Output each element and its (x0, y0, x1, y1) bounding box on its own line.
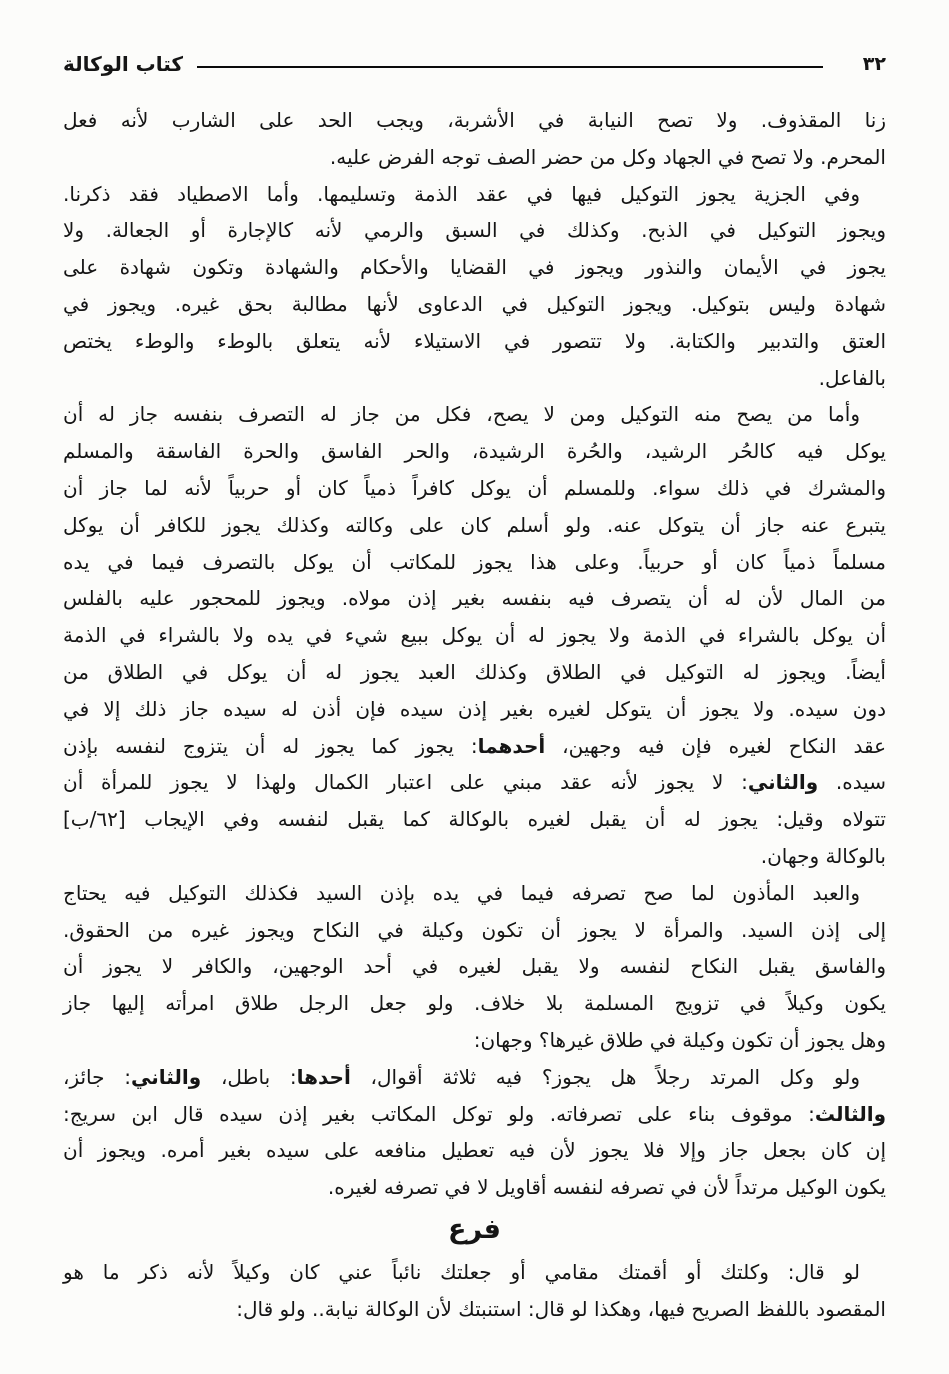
bold-term: والثاني (747, 770, 819, 795)
section-heading: فرع (448, 1213, 501, 1245)
text-segment: والمشرك في ذلك سواء. وللمسلم أن يوكل كافراً ذمياً كان أو حربياً لأنه لما جاز أن (63, 475, 886, 500)
text-segment: لو قال: وكلتك أو أقمتك مقامي أو جعلتك نائباً عني كان وكيلاً لأنه ذكر ما هو (63, 1259, 860, 1284)
text-line (63, 286, 886, 323)
text-line (63, 617, 886, 654)
page-body (63, 102, 886, 1328)
text-segment: : باطل، (201, 1064, 297, 1089)
text-segment: العتق والتدبير والكتابة. ولا تتصور في الاستيلاء لأنه يتعلق بالوطء والوطء يختص (63, 328, 886, 353)
text-line (63, 212, 886, 249)
bold-term: أحدهما (477, 733, 546, 758)
text-line (63, 801, 886, 838)
text-line (63, 580, 886, 617)
text-segment: وأما من يصح منه التوكيل ومن لا يصح، فكل من جاز له التصرف بنفسه جاز له أن (63, 402, 860, 427)
bold-term: أحدها (296, 1064, 351, 1089)
text-line (63, 139, 886, 176)
text-segment: : لا يجوز لأنه عقد مبني على اعتبار الكمال ولهذا لا يجوز للمرأة أن (63, 770, 748, 795)
text-segment: إن كان بجعل جاز وإلا فلا يجوز لأن فيه تعطيل منافعه على سيده بغير أمره. ويجوز أن (63, 1138, 886, 1163)
text-segment: يكون الوكيل مرتداً لأن في تصرفه لنفسه أقاويل لا في تصرفه لغيره. (327, 1175, 886, 1200)
text-segment: دون سيده. ولا يجوز أن يتوكل لغيره بغير إذن سيده فإن أذن له سيده جاز ذلك إلا في (63, 696, 886, 721)
text-line (63, 1132, 886, 1169)
text-line (63, 176, 886, 213)
bold-term: والثالث (814, 1101, 886, 1126)
text-segment: يتبرع عنه جاز أن يتوكل عنه. ولو أسلم كان على وكالته وكذلك يجوز للكافر أن يوكل (63, 512, 886, 537)
text-line (63, 764, 886, 801)
paragraph (63, 1059, 886, 1206)
text-line (63, 360, 886, 397)
text-segment: من المال لأن له أن يتصرف فيه بنفسه بغير إذن مولاه. ويجوز للمحجور عليه بالفلس (63, 586, 886, 611)
text-segment: : جائز، (63, 1064, 131, 1089)
text-segment: المحرم. ولا تصح في الجهاد وكل من حضر الصف توجه الفرض عليه. (329, 144, 886, 169)
text-line (63, 396, 886, 433)
text-line (63, 102, 886, 139)
text-line (63, 1291, 886, 1328)
text-segment: أيضاً. ويجوز له التوكيل في الطلاق وكذلك العبد يجوز له أن يوكل في الطلاق من (63, 659, 886, 684)
paragraph (63, 875, 886, 1059)
text-line (63, 433, 886, 470)
text-line (63, 948, 886, 985)
text-segment: : موقوف بناء على تصرفاته. ولو توكل المكاتب بغير إذن سيده قال ابن سريج: (63, 1101, 815, 1126)
text-segment: أن يوكل بالشراء في الذمة ولا يجوز له أن يوكل ببيع شيء في يده ولا بالشراء في الذمة (63, 623, 886, 648)
text-segment: يكون وكيلاً في تزويج المسلمة بلا خلاف. ولو جعل الرجل طلاق امرأته إليها جاز (63, 991, 886, 1016)
text-segment: وهل يجوز أن تكون وكيلة في طلاق غيرها؟ وجهان: (473, 1027, 886, 1052)
bold-term: والثاني (131, 1064, 202, 1089)
page-number: ٣٢ (862, 53, 886, 75)
text-segment: : يجوز كما يجوز له أن يتزوج لنفسه بإذن (63, 733, 478, 758)
text-segment: المقصود باللفظ الصريح فيها، وهكذا لو قال: استنبتك لأن الوكالة نيابة.. ولو قال: (236, 1296, 886, 1321)
paragraph (63, 176, 886, 397)
text-segment: بالوكالة وجهان. (760, 843, 886, 868)
paragraph (63, 396, 886, 874)
text-line (63, 544, 886, 581)
text-line (63, 1169, 886, 1206)
text-segment: إلى إذن السيد. والمرأة لا يجوز أن تكون وكيلة في النكاح ويجوز غيره من الحقوق. (63, 917, 886, 942)
text-segment: زنا المقذوف. ولا تصح النيابة في الأشربة، ويجب الحد على الشارب لأنه فعل (63, 108, 886, 132)
text-segment: ولو وكل المرتد رجلاً هل يجوز؟ فيه ثلاثة أقوال، (350, 1064, 860, 1089)
text-segment: تتولاه وقيل: يجوز له أن يقبل لغيره بالوكالة كما يقبل لنفسه وفي الإيجاب [٦٢/ب] (63, 807, 886, 832)
paragraph (63, 102, 886, 176)
text-segment: وفي الجزية يجوز التوكيل فيها في عقد الذمة وتسليمها. وأما الاصطياد فقد ذكرنا. (63, 181, 860, 206)
paragraph (63, 1254, 886, 1328)
text-segment: ويجوز التوكيل في الذبح. وكذلك في السبق والرمي لأنه كالإجارة أو الجعالة. ولا (63, 218, 886, 243)
text-segment: شهادة وليس بتوكيل. ويجوز التوكيل في الدعاوى لأنها مطالبة بحق غيره. ويجوز في (63, 291, 886, 316)
text-line (63, 691, 886, 728)
text-segment: والفاسق يقبل النكاح لنفسه ولا يقبل لغيره في أحد الوجهين، والكافر لا يجوز أن (63, 954, 886, 979)
text-line (63, 728, 886, 765)
text-segment: يوكل فيه كالحُر الرشيد، والحُرة الرشيدة، والحر الفاسق والحرة الفاسقة والمسلم (63, 439, 886, 464)
text-line (63, 838, 886, 875)
text-line (63, 1059, 886, 1096)
text-line (63, 323, 886, 360)
text-segment: عقد النكاح لغيره فإن فيه وجهين، (545, 733, 886, 758)
text-line (63, 507, 886, 544)
text-line (63, 912, 886, 949)
text-line (63, 1254, 886, 1291)
text-line (63, 875, 886, 912)
header-rule-divider (197, 66, 823, 68)
book-title: كتاب الوكالة (63, 52, 184, 76)
text-segment: بالفاعل. (818, 365, 886, 390)
text-line (63, 654, 886, 691)
text-line (63, 1022, 886, 1059)
text-segment: سيده. (818, 770, 886, 795)
text-segment: يجوز في الأيمان والنذور ويجوز في القضايا والأحكام والشهادة وتكون شهادة على (63, 255, 886, 280)
page-header (63, 48, 886, 80)
text-line (63, 1096, 886, 1133)
text-line (63, 249, 886, 286)
text-segment: مسلماً ذمياً كان أو حربياً. وعلى هذا يجوز للمكاتب أن يوكل بالتصرف فيما في يده (63, 549, 886, 574)
text-line (63, 470, 886, 507)
text-segment: والعبد المأذون لما صح تصرفه فيما في يده بإذن السيد فكذلك التوكيل فيه يحتاج (63, 880, 860, 905)
text-line (63, 985, 886, 1022)
